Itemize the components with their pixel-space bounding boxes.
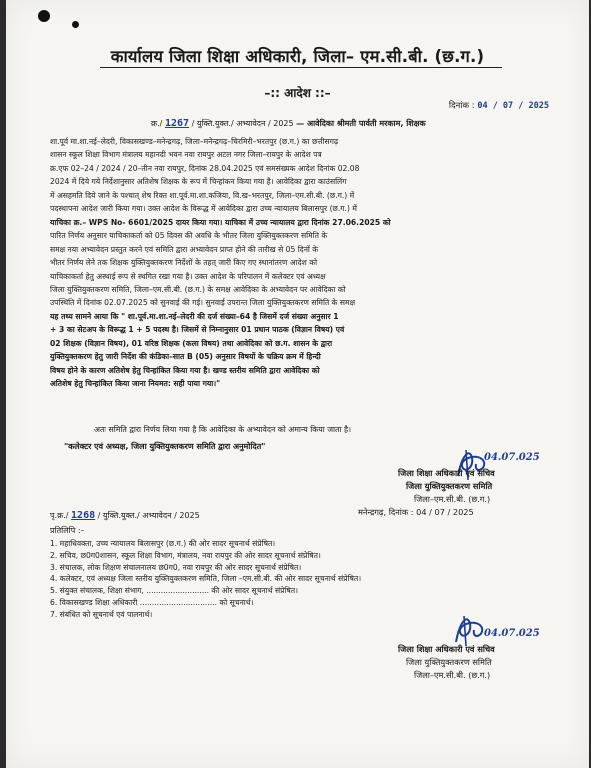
signature-2-line2: जिला युक्तियुक्तकरण समिति [406,657,492,667]
body-line: भीतर निर्णय लेने तक शिक्षक युक्तियुक्तकरण निर्देशों के तहत् जारी किए गए स्थानांतरण आदेश को [50,258,318,268]
body-line: क्र.एफ 02–24 / 2024 / 20–तीन नवा रायपुर, दिनांक 28.04.2025 एवं समसंख्यक आदेश दिनांक 02.08 [50,163,360,173]
copy-item: 4. कलेक्टर, एवं अध्यक्ष जिला स्तरीय युक्तियुक्तकरण समिति, जिला –एम.सी.बी. की ओर सादर सूचनार्थ संप्रेषित। [50,574,362,584]
body-line: युक्तियुक्तकरण हेतु जारी निर्देश की कंडिका–सात B (05) अनुसार विषयों के चक्रिय क्रम में हिन्दी [50,352,321,362]
date-value: 04 / 07 / 2025 [477,101,549,111]
signature-2-line1: जिला शिक्षा अधिकारी एवं सचिव [398,644,495,654]
order-date [449,100,549,111]
copy-reference-number: 1268 [71,510,96,521]
body-line: 02 शिक्षक (विज्ञान विषय), 01 वरिष्ठ शिक्षक (कला विषय) तथा आवेदिका को छ.ग. शासन के द्वारा [50,338,333,348]
copy-item: 6. विकासखण्ड शिक्षा अधिकारी ................................ को सूचनार्थ। [50,597,254,607]
signature-2-line3: जिला–एम.सी.बी. (छ.ग.) [414,670,491,680]
reference-prefix: क्र./ [151,119,163,128]
body-line: समक्ष नया अभ्यावेदन प्रस्तुत करने एवं समिति द्वारा अभ्यावेदन प्राप्त होने की तारीख से 05 दिनों के [50,244,319,254]
body-line: पदस्थापना आदेश जारी किया गया। उक्त आदेश के विरूद्ध में आवेदिका द्वारा उच्च न्यायालय बिलासपुर (छ.ग.) में [50,204,357,214]
copy-list [50,538,361,621]
copy-item: 5. संयुक्त संचालक, शिक्षा संभाग, .......................... की ओर सादर सूचनार्थ संप्रेषित। [50,586,298,596]
copy-item: 7. संबंधित को सूचनार्थ एवं पालनार्थ। [50,609,153,619]
document-page [6,0,589,768]
copy-item: 2. सचिव, छ0ग0शासन, स्कूल शिक्षा विभाग, मंत्रालय, नवा रायपुर की ओर सादर सूचनार्थ संप्रेषित। [50,550,321,560]
body-line: याचिकाकर्ता हेतु अस्थाई रूप से स्थगित रखा गया है। उक्त आदेश के परिपालन में कलेक्टर एवं अध्यक्ष [50,271,326,281]
title-underline [100,67,502,68]
body-line: 2024 में दिये गये निर्देशानुसार अतिशेष शिक्षक के रूप में चिन्हांकन किया गया है। आवेदिका द्वारा काउंसलिंग [50,177,347,187]
order-heading: –:: आदेश ::– [264,86,331,100]
body-line: शा.पूर्व मा.शा.नई–लेदरी, विकासखण्ड–मनेन्द्रगढ़, जिला–मनेन्द्रगढ़–चिरमिरी–भरतपुर (छ.ग.) का छत्तीसगढ़ [50,137,339,146]
signature-1-date: 04.07.025 [484,452,540,463]
signature-1-line2: जिला युक्तियुक्तकरण समिति [406,481,493,491]
order-body [50,135,548,391]
reference-suffix: / युक्ति.युक्त./ अभ्यावेदन / 2025 [191,119,294,128]
approval-text: "कलेक्टर एवं अध्यक्ष, जिला युक्तियुक्तकरण समिति द्वारा अनुमोदित" [64,442,266,451]
reference-line [151,118,426,129]
ink-dot [72,21,79,28]
copy-reference-prefix: पृ.क्र./ [50,511,69,520]
body-line: अतिशेष हेतु चिन्हांकित किया जाना नियमत: सही पाया गया।" [50,379,221,389]
body-line: + 3 का सेटअप के विरूद्ध 1 + 5 पदस्थ है। जिसमें से निम्नानुसार 01 प्रधान पाठक (विज्ञान विषय) एवं [50,325,345,335]
copy-item: 3. संचालक, लोक शिक्षण संचालनालय छ0ग0, नवा रायपुर की ओर सादर सूचनार्थ संप्रेषित। [50,562,302,572]
body-line: याचिका क्र.– WPS No- 6601/2025 दायर किया गया। याचिका में उच्च न्यायालय द्वारा दिनांक 27.06.2025 को [50,217,391,227]
punch-hole [38,10,50,22]
body-line: उपस्थिति में दिनांक 02.07.2025 को सुनवाई की गई। सुनवाई उपरान्त जिला युक्तियुक्तकरण समिति के समक्ष [50,298,356,308]
reference-number: 1267 [164,118,190,129]
copy-reference [50,510,200,521]
signature-1-line1: जिला शिक्षा अधिकारी एवं सचिव [398,468,495,478]
copy-item: 1. महाधिवक्ता, उच्च न्यायालय बिलासपुर (छ.ग.) की ओर सादर सूचनार्थ संप्रेषित। [50,539,276,548]
copy-heading: प्रतिलिपि :– [50,526,85,535]
signature-1-line4: मनेन्द्रगढ़, दिनांक : 04 / 07 / 2025 [358,507,474,517]
reference-intro: — आवेदिका श्रीमती पार्वती मरकाम, शिक्षक [296,119,426,128]
body-line: पारित निर्णय अनुसार याचिकाकर्ता को 05 दिवस की अवधि के भीतर जिला युक्तियुक्तकरण समिति के [50,231,328,241]
date-label: दिनांक : [448,101,475,111]
body-line: में असहमति दिये जाने के पश्चात् शेष रिक्त शा.पूर्व.मा.शा.कजिया, वि.ख–भरतपुर, जिला–एम.सी.बी. (छ.ग.) में [50,190,355,200]
body-line: विषय होने के कारण अतिशेष हेतु चिन्हांकित किया गया है। खण्ड स्तरीय समिति द्वारा आवेदिका को [50,365,320,375]
body-line: जिला युक्तियुक्तकरण समिति, जिला–एम.सी.बी. (छ.ग.) के समक्ष आवेदिका के अभ्यावेदन पर आवेदिका को [50,284,346,294]
copy-reference-suffix: / युक्ति.युक्त./ अभ्यावेदन / 2025 [97,511,200,520]
signature-1-line3: जिला–एम.सी.बी. (छ.ग.) [414,494,491,504]
body-line: शासन स्कूल शिक्षा विभाग मंत्रालय महानदी भवन नवा रायपुर अटल नगर जिला–रायपुर के आदेश पत्र [50,150,322,160]
signature-2-date: 04.07.025 [484,628,540,639]
body-line: यह तथ्य सामने आया कि " शा.पूर्व.मा.शा.नई–लेदरी की दर्ज संख्या–64 है जिसमें दर्ज संख्या अनुसार 1 [50,311,339,321]
decision-text: अतः समिति द्वारा निर्णय लिया गया है कि आवेदिका के अभ्यावेदन को अमान्य किया जाता है। [94,425,352,434]
office-title: कार्यालय जिला शिक्षा अधिकारी, जिला– एम.सी.बी. (छ.ग.) [110,47,485,66]
